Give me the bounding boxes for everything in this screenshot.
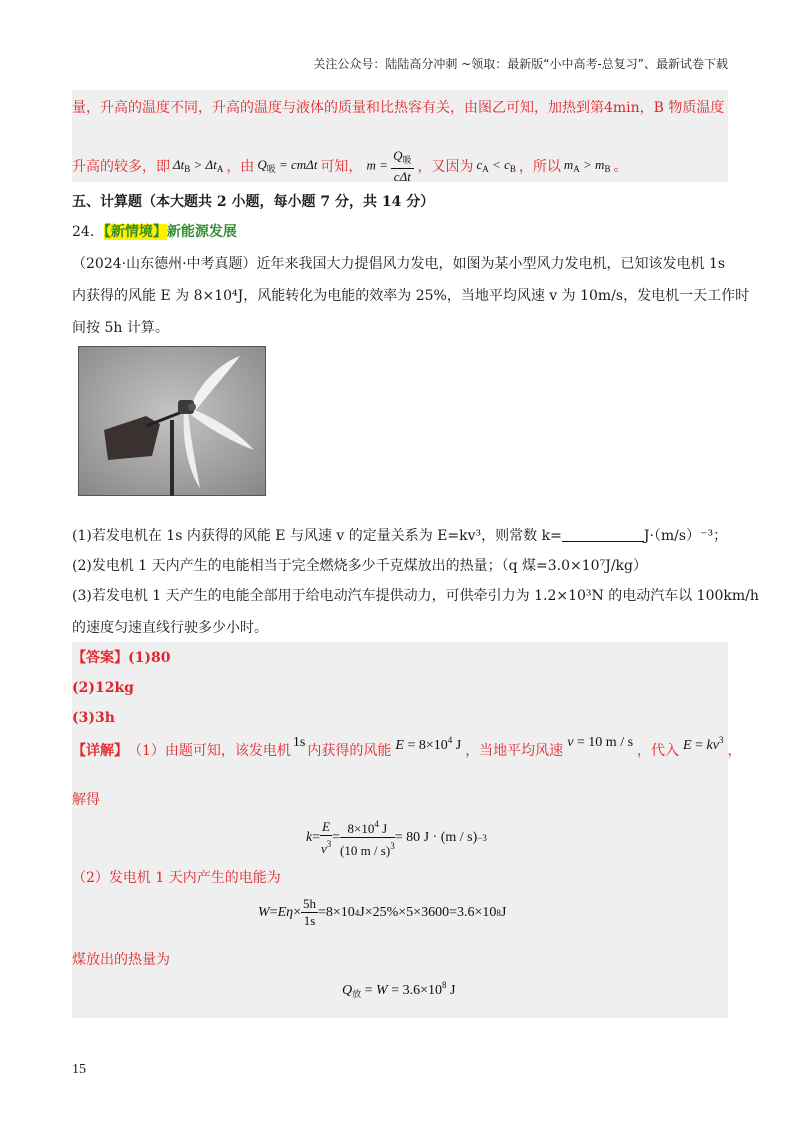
explanation-text-a: （1）由题可知，该发电机 (128, 743, 291, 759)
wind-turbine-illustration (78, 346, 266, 496)
q-equation: $Q_放 = W = 3.6\times 10^8$ J (342, 980, 456, 999)
section-title: 五、计算题（本大题共 2 小题，每小题 7 分，共 14 分） (72, 194, 435, 210)
question-number: 24． (72, 224, 104, 240)
question-heading (72, 222, 237, 242)
question-stem-line2: 内获得的风能 E 为 8×10⁴J，风能转化为电能的效率为 25%，当地平均风速 v 为 10m/s，发电机一天工作时 (72, 288, 750, 304)
explanation-text-b: 内获得的风能 (307, 743, 392, 759)
answer-3: (3)3h (72, 710, 115, 726)
prev-answer-line2 (72, 148, 627, 185)
heat-formula: $Q_吸 = cm\Delta t$ (257, 156, 318, 174)
relation-formula: $E = kv^3$ (683, 735, 724, 753)
m-inequality: $m_A > m_B$ (563, 156, 611, 174)
explanation-text-d: ，代入 (637, 743, 680, 759)
explanation-heat-label: 煤放出的热量为 (72, 952, 170, 968)
page-header: 关注公众号：陆陆高分冲刺 ~领取：最新版“小中高考-总复习”、最新试卷下载 (313, 57, 728, 71)
sub-question-3-line2: 的速度匀速直线行驶多少小时。 (72, 620, 268, 636)
prev-answer-text-f: 。 (613, 158, 628, 175)
explanation-part1 (72, 735, 742, 764)
prev-answer-text-d: ，又因为 (417, 158, 474, 175)
answer-1: (1)80 (128, 650, 171, 666)
answer-blank[interactable] (562, 527, 644, 542)
sub-question-3-line1: (3)若发电机 1 天产生的电能全部用于给电动汽车提供动力，可供牵引力为 1.2×10³N 的电动汽车以 100km/h (72, 588, 759, 604)
sub-question-1-text: (1)若发电机在 1s 内获得的风能 E 与风速 v 的定量关系为 E=kv³，则常数 k= (72, 528, 562, 544)
answer-2: (2)12kg (72, 680, 134, 696)
mass-formula: m = $\frac{Q_吸}{\text{cΔt}}$ (366, 148, 412, 184)
wind-turbine-image (78, 346, 266, 496)
prev-answer-text-e: ，所以 (518, 158, 561, 175)
delta-t-inequality: $\Delta t_B > \Delta t_A$ (173, 156, 224, 174)
answer-label: 【答案】 (72, 650, 128, 666)
sub-question-2: (2)发电机 1 天内产生的电能相当于完全燃烧多少千克煤放出的热量；（q 煤=3.0×10⁷J/kg） (72, 558, 647, 574)
question-tag: 【新情境】 (103, 224, 167, 240)
explanation-text-c: ，当地平均风速 (465, 743, 564, 759)
page-number: 15 (72, 1062, 86, 1077)
k-equation: k = $\frac{E}{v^3}$ = $\frac{8\times 10^4 J}{(10 m / s)^3}$ = 80 J · (m / s) −3 (306, 816, 487, 859)
answer-line1 (72, 648, 170, 668)
w-equation: W = Eη × $\frac{5h}{1s}$ =8×10 4 J×25%×5×3600=3.6×10 8 J (258, 896, 507, 928)
explanation-part2-title: （2）发电机 1 天内产生的电能为 (72, 870, 281, 886)
sub-question-1 (72, 526, 727, 546)
energy-value: $E = 8\times 10^4$ J (395, 735, 462, 753)
c-inequality: $c_A < c_B$ (476, 156, 516, 174)
prev-answer-text-c: 可知， (320, 158, 363, 175)
speed-value: v = 10 m / s (567, 735, 634, 750)
prev-answer-line1: 量，升高的温度不同，升高的温度与液体的质量和比热容有关，由图乙可知，加热到第4min，B 物质温度 (72, 100, 725, 116)
question-topic: 新能源发展 (166, 224, 237, 240)
prev-answer-text-a: 升高的较多，即 (72, 158, 170, 175)
prev-answer-text-b: ，由 (226, 158, 255, 175)
question-stem-line1: （2024·山东德州·中考真题）近年来我国大力提倡风力发电，如图为某小型风力发电机，已知该发电机 1s (72, 256, 726, 272)
explanation-text-e: ， (727, 743, 742, 759)
sub-question-1-unit: J·（m/s）⁻³； (643, 528, 728, 544)
explanation-label: 【详解】 (72, 743, 128, 759)
question-stem-line3: 间按 5h 计算。 (72, 320, 169, 336)
one-second: 1s (292, 735, 306, 750)
solve-label: 解得 (72, 792, 100, 808)
